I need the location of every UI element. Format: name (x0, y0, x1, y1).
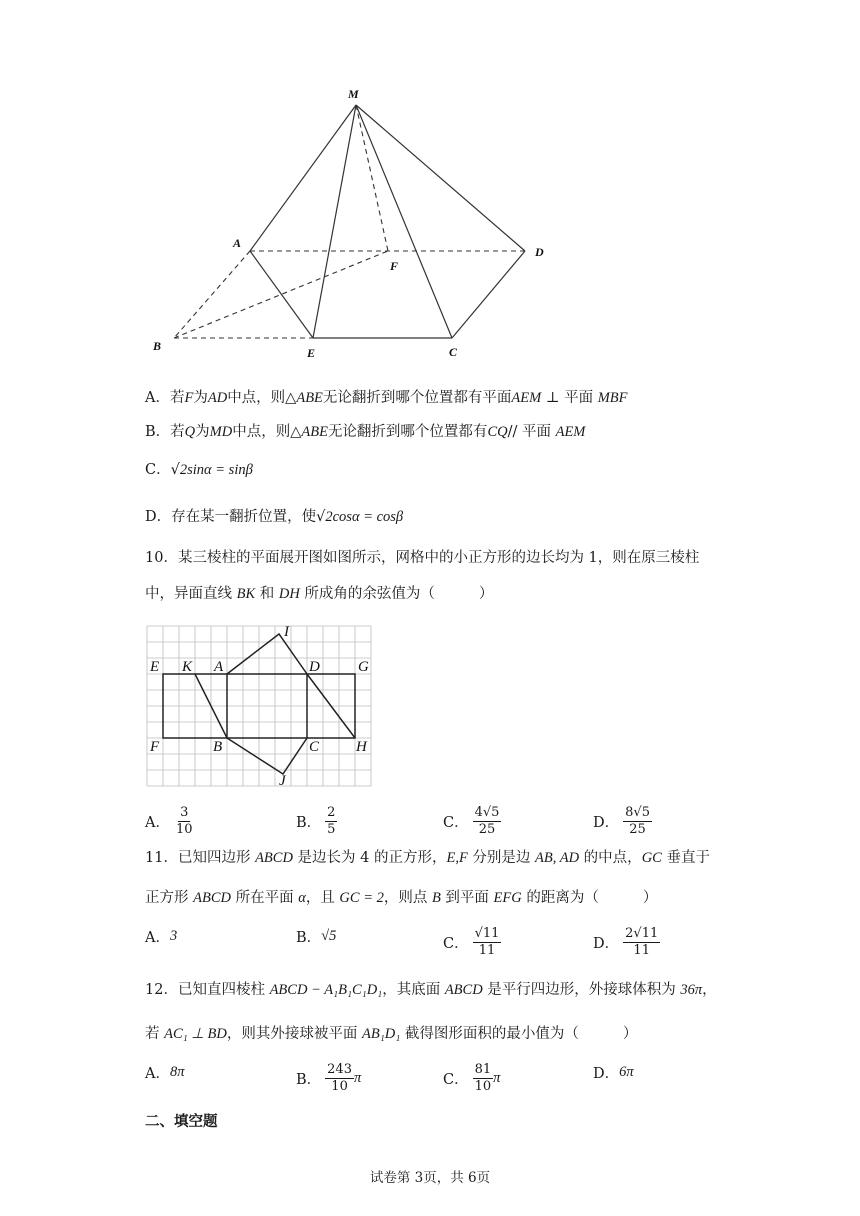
grid-label-E: E (150, 659, 160, 675)
q9-option-a: A．若F为AD中点，则△ABE无论翻折到哪个位置都有平面AEM ⊥ 平面 MBF (145, 390, 628, 406)
fraction (473, 926, 502, 959)
label-B: B (153, 339, 162, 353)
fraction-numerator: √11 (474, 926, 500, 941)
q12-option-c (443, 1062, 500, 1095)
label-F: F (390, 259, 399, 273)
grid-label-B: B (213, 739, 223, 755)
q11-option-b (296, 926, 336, 947)
q9-option-b: B．若Q为MD中点，则△ABE无论翻折到哪个位置都有CQ// 平面 AEM (145, 424, 586, 440)
fraction-numerator: 2√11 (625, 926, 659, 941)
grid-label-I: I (284, 624, 289, 640)
fraction (623, 926, 660, 959)
grid-label-F: F (150, 739, 160, 755)
fraction-numerator: 81 (474, 1062, 492, 1077)
fraction-denominator: 10 (175, 822, 193, 837)
grid-label-K: K (182, 659, 193, 675)
fraction (325, 805, 337, 838)
option-letter: B． (296, 1072, 322, 1088)
grid-label-C: C (309, 739, 320, 755)
fraction (473, 1062, 494, 1095)
option-letter: B． (296, 930, 322, 946)
option-letter: D． (593, 1066, 620, 1082)
grid-label-A: A (214, 659, 224, 675)
option-letter: D． (593, 936, 620, 952)
fraction-denominator: 25 (478, 822, 496, 837)
q12-option-b (296, 1062, 361, 1095)
fraction-numerator: 8√5 (625, 805, 650, 820)
option-letter: D． (593, 815, 620, 831)
q9-option-d: D．存在某一翻折位置，使√2cosα = cosβ (145, 509, 404, 525)
label-C: C (449, 345, 458, 359)
option-letter: C． (443, 815, 469, 831)
grid-label-D: D (309, 659, 320, 675)
q10-line1: 10．某三棱柱的平面展开图如图所示，网格中的小正方形的边长均为 1，则在原三棱柱 (145, 550, 700, 566)
q12-line1: 12．已知直四棱柱 ABCD − A₁B₁C₁D₁，其底面 ABCD 是平行四边形，外接球体积为 36π， (145, 982, 717, 998)
fraction-denominator: 10 (474, 1079, 492, 1094)
q12-option-a (145, 1062, 185, 1083)
q12-option-d (593, 1062, 634, 1083)
page-footer: 试卷第 3页，共 6页 (369, 1170, 491, 1186)
fraction-denominator: 5 (327, 822, 336, 837)
q11-line2: 正方形 ABCD 所在平面 α，且 GC = 2，则点 B 到平面 EFG 的距离为（ ） (145, 890, 658, 906)
label-A: A (233, 236, 242, 250)
option-letter: C． (443, 1072, 469, 1088)
fraction (473, 805, 502, 838)
q9-option-c: C．√2sinα = sinβ (145, 462, 253, 478)
fraction-denominator: 11 (633, 943, 650, 958)
fraction-denominator: 10 (331, 1079, 348, 1094)
option-suffix: π (353, 1070, 362, 1086)
q10-option-c (443, 805, 501, 838)
q11-line1: 11．已知四边形 ABCD 是边长为 4 的正方形，E,F 分别是边 AB, AD 的中点，GC 垂直于 (145, 850, 710, 866)
option-suffix: π (493, 1070, 501, 1086)
q11-option-a (145, 926, 177, 947)
grid-label-H: H (356, 739, 367, 755)
label-D: D (535, 245, 544, 259)
option-value: 3 (169, 928, 178, 944)
q10-option-d (593, 805, 652, 838)
section-fill-blank-title: 二、填空题 (145, 1113, 218, 1130)
option-value: 8π (169, 1064, 185, 1080)
q11-option-c (443, 926, 501, 959)
fraction-denominator: 11 (478, 943, 496, 958)
fraction-numerator: 243 (327, 1062, 352, 1077)
fraction-numerator: 3 (180, 805, 189, 820)
option-value: 6π (619, 1064, 634, 1080)
fraction (325, 1062, 354, 1095)
q10-option-b (296, 805, 337, 838)
grid-label-G: G (358, 659, 369, 675)
q10-option-a (145, 805, 195, 838)
fraction-numerator: 4√5 (474, 805, 500, 820)
option-letter: A． (145, 815, 170, 831)
q11-option-d (593, 926, 660, 959)
fraction-numerator: 2 (327, 805, 336, 820)
label-E: E (307, 346, 316, 360)
option-value: √5 (321, 928, 337, 944)
label-M: M (348, 87, 359, 101)
fraction (174, 805, 195, 838)
fraction (623, 805, 652, 838)
option-letter: C． (443, 936, 469, 952)
q12-line2: 若 AC₁ ⊥ BD，则其外接球被平面 AB₁D₁ 截得图形面积的最小值为（ ） (145, 1026, 638, 1042)
fraction-denominator: 25 (629, 822, 646, 837)
grid-label-J: J (279, 773, 286, 789)
q10-line2: 中，异面直线 BK 和 DH 所成角的余弦值为（ ） (145, 586, 494, 602)
option-letter: B． (296, 815, 322, 831)
option-letter: A． (145, 1066, 170, 1082)
option-letter: A． (145, 930, 170, 946)
